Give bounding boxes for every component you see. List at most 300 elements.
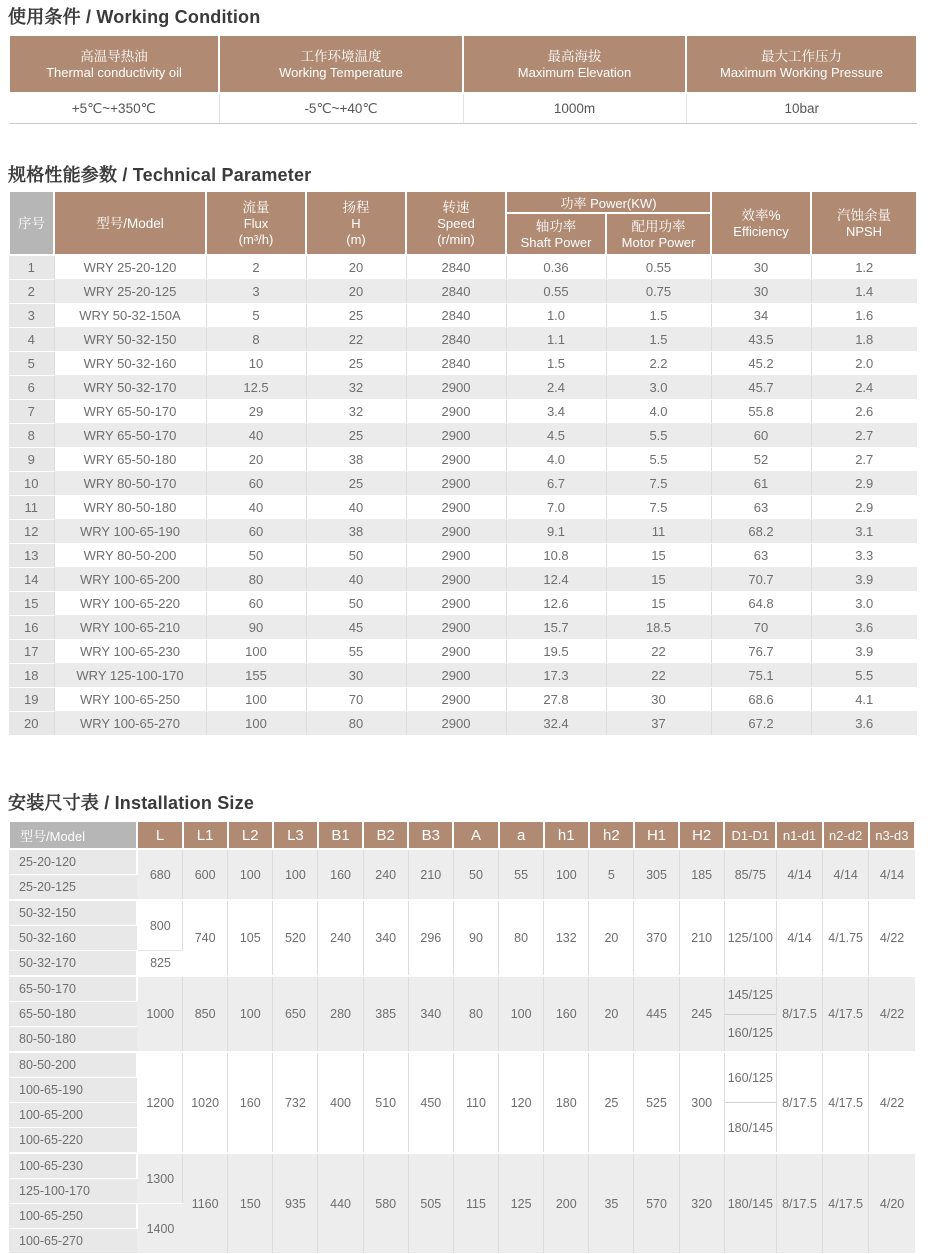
table-cell: 27.8 [506, 688, 606, 712]
table-cell: 25 [306, 304, 406, 328]
table-cell: 3.0 [606, 376, 711, 400]
table-cell: 3.9 [811, 568, 917, 592]
table-cell: 15 [606, 544, 711, 568]
table-cell: 13 [9, 544, 54, 568]
table-cell: WRY 65-50-180 [54, 448, 206, 472]
working-condition-table [8, 34, 918, 124]
table-cell: 19 [9, 688, 54, 712]
table-cell: 20 [306, 280, 406, 304]
model-cell: 50-32-150 [9, 900, 137, 926]
table-cell: 2.7 [811, 424, 917, 448]
table-cell: 2900 [406, 616, 506, 640]
table-cell: 4 [9, 328, 54, 352]
value-thermal-oil: +5℃~+350℃ [9, 93, 219, 124]
table-cell: 8/17.5 [776, 1153, 822, 1254]
installation-table-body [9, 849, 915, 1254]
table-cell: 68.6 [711, 688, 811, 712]
table-cell: 3.0 [811, 592, 917, 616]
table-cell: 40 [206, 424, 306, 448]
table-cell: WRY 50-32-160 [54, 352, 206, 376]
model-cell: 100-65-190 [9, 1078, 137, 1103]
table-cell: 440 [318, 1153, 363, 1254]
table-cell: 100 [228, 849, 273, 900]
table-cell: 4.1 [811, 688, 917, 712]
table-cell: 15 [606, 592, 711, 616]
table-cell: 2900 [406, 496, 506, 520]
table-row [9, 255, 917, 280]
table-cell: WRY 100-65-220 [54, 592, 206, 616]
table-cell: 11 [606, 520, 711, 544]
table-row [9, 592, 917, 616]
table-cell: 732 [273, 1052, 318, 1153]
table-row [9, 1052, 915, 1078]
table-cell: 32 [306, 376, 406, 400]
value-maximum-working-pressure: 10bar [686, 93, 917, 124]
table-cell: WRY 80-50-180 [54, 496, 206, 520]
table-cell: 525 [634, 1052, 679, 1153]
table-cell: 70.7 [711, 568, 811, 592]
table-cell: 1400 [137, 1204, 182, 1254]
header-head: 扬程 H (m) [306, 191, 406, 255]
model-cell: 65-50-170 [9, 976, 137, 1002]
working-condition-title: 使用条件 / Working Condition [8, 7, 261, 27]
table-cell: 4/14 [776, 849, 822, 900]
table-cell: 76.7 [711, 640, 811, 664]
technical-header-row-1 [9, 191, 917, 213]
table-cell: 37 [606, 712, 711, 736]
table-row [9, 568, 917, 592]
table-cell: WRY 100-65-250 [54, 688, 206, 712]
table-cell: 4/22 [869, 976, 915, 1052]
table-cell: 30 [306, 664, 406, 688]
table-cell: 29 [206, 400, 306, 424]
table-cell: 4/20 [869, 1153, 915, 1254]
header-A: A [453, 821, 498, 849]
table-cell: 570 [634, 1153, 679, 1254]
table-cell: 63 [711, 544, 811, 568]
table-cell: 160 [318, 849, 363, 900]
header-maximum-elevation: 最高海拔 Maximum Elevation [463, 35, 686, 93]
table-cell: 38 [306, 520, 406, 544]
table-cell: 8/17.5 [776, 976, 822, 1052]
table-cell: 50 [453, 849, 498, 900]
table-cell: 67.2 [711, 712, 811, 736]
table-cell: 1.5 [606, 328, 711, 352]
table-cell: 2840 [406, 255, 506, 280]
table-row [9, 496, 917, 520]
table-cell: 8 [9, 424, 54, 448]
table-row [9, 328, 917, 352]
table-cell: 3.4 [506, 400, 606, 424]
table-cell: 25 [306, 424, 406, 448]
table-cell: 180 [544, 1052, 589, 1153]
table-cell: 80 [499, 900, 544, 976]
table-cell: 14 [9, 568, 54, 592]
table-cell: 8 [206, 328, 306, 352]
table-row [9, 688, 917, 712]
table-row [9, 616, 917, 640]
working-condition-value-row [9, 93, 917, 124]
table-cell: 180/145 [724, 1153, 776, 1254]
table-cell: 11 [9, 496, 54, 520]
table-cell: 38 [306, 448, 406, 472]
header-n3-d3: n3-d3 [869, 821, 915, 849]
table-cell: 9 [9, 448, 54, 472]
table-cell: 0.55 [506, 280, 606, 304]
table-cell: 7.5 [606, 472, 711, 496]
table-row [9, 976, 915, 1002]
table-cell: 100 [499, 976, 544, 1052]
table-cell: 2900 [406, 376, 506, 400]
table-cell: 510 [363, 1052, 408, 1153]
table-cell: 5.5 [606, 448, 711, 472]
model-cell: 125-100-170 [9, 1179, 137, 1204]
table-cell: 2.9 [811, 496, 917, 520]
table-cell: 2900 [406, 448, 506, 472]
table-row [9, 664, 917, 688]
table-cell: 110 [453, 1052, 498, 1153]
header-L1: L1 [183, 821, 228, 849]
table-cell: WRY 65-50-170 [54, 424, 206, 448]
table-cell: 12.5 [206, 376, 306, 400]
table-cell: 1000 [137, 976, 182, 1052]
model-cell: 100-65-220 [9, 1128, 137, 1154]
table-cell: 2 [206, 255, 306, 280]
header-power-group: 功率 Power(KW) [506, 191, 711, 213]
table-cell: 2900 [406, 712, 506, 736]
table-cell: 45.2 [711, 352, 811, 376]
table-cell: 45 [306, 616, 406, 640]
table-cell: 2840 [406, 304, 506, 328]
table-cell: 1.8 [811, 328, 917, 352]
table-cell: 30 [711, 255, 811, 280]
table-cell: 34 [711, 304, 811, 328]
table-row [9, 849, 915, 875]
table-cell: 1160 [183, 1153, 228, 1254]
table-cell [724, 976, 776, 1052]
table-cell: 0.55 [606, 255, 711, 280]
header-D1-D1: D1-D1 [724, 821, 776, 849]
table-cell: 2900 [406, 664, 506, 688]
installation-size-title: 安装尺寸表 / Installation Size [8, 793, 255, 813]
table-cell: 12 [9, 520, 54, 544]
header-thermal-oil: 高温导热油 Thermal conductivity oil [9, 35, 219, 93]
table-cell: 25 [306, 352, 406, 376]
table-cell: WRY 25-20-125 [54, 280, 206, 304]
technical-parameter-title: 规格性能参数 / Technical Parameter [8, 165, 312, 185]
table-cell: 200 [544, 1153, 589, 1254]
table-row [9, 424, 917, 448]
table-cell: 2900 [406, 592, 506, 616]
table-cell: 105 [228, 900, 273, 976]
table-cell: 70 [711, 616, 811, 640]
working-condition-header-row [9, 35, 917, 93]
installation-header-row [9, 821, 915, 849]
table-cell: 9.1 [506, 520, 606, 544]
table-cell: 0.75 [606, 280, 711, 304]
table-cell: WRY 50-32-150A [54, 304, 206, 328]
table-cell: WRY 50-32-170 [54, 376, 206, 400]
table-row [9, 712, 917, 736]
table-cell: 320 [679, 1153, 724, 1254]
table-cell: 520 [273, 900, 318, 976]
technical-table-body [9, 255, 917, 736]
table-cell: 32.4 [506, 712, 606, 736]
table-cell: 60 [711, 424, 811, 448]
table-cell: 10.8 [506, 544, 606, 568]
table-cell: WRY 25-20-120 [54, 255, 206, 280]
table-row [9, 280, 917, 304]
table-cell: 1 [9, 255, 54, 280]
table-cell: 1.5 [606, 304, 711, 328]
table-cell: WRY 100-65-200 [54, 568, 206, 592]
table-cell: 64.8 [711, 592, 811, 616]
table-cell: 2.4 [811, 376, 917, 400]
table-cell: 1.2 [811, 255, 917, 280]
table-cell: 1200 [137, 1052, 182, 1153]
table-cell: 4.0 [506, 448, 606, 472]
table-cell: 68.2 [711, 520, 811, 544]
table-cell: 80 [306, 712, 406, 736]
header-B2: B2 [363, 821, 408, 849]
table-cell: 150 [228, 1153, 273, 1254]
header-n1-d1: n1-d1 [776, 821, 822, 849]
table-cell: 2 [9, 280, 54, 304]
header-H2: H2 [679, 821, 724, 849]
table-cell: 280 [318, 976, 363, 1052]
table-cell: 120 [499, 1052, 544, 1153]
table-cell: 45.7 [711, 376, 811, 400]
table-cell: 4/17.5 [823, 1052, 869, 1153]
table-cell: 115 [453, 1153, 498, 1254]
table-cell: 52 [711, 448, 811, 472]
table-cell: 155 [206, 664, 306, 688]
value-working-temperature: -5℃~+40℃ [219, 93, 463, 124]
table-cell: 5 [9, 352, 54, 376]
table-cell: 210 [679, 900, 724, 976]
table-cell: 445 [634, 976, 679, 1052]
table-cell: 7.0 [506, 496, 606, 520]
table-cell: 650 [273, 976, 318, 1052]
table-cell: 2840 [406, 280, 506, 304]
table-cell: 100 [206, 712, 306, 736]
table-cell: 17.3 [506, 664, 606, 688]
table-cell: 2.7 [811, 448, 917, 472]
table-cell: 100 [206, 688, 306, 712]
table-cell: 80 [206, 568, 306, 592]
table-cell: 2900 [406, 400, 506, 424]
table-cell: 1.6 [811, 304, 917, 328]
table-cell: 100 [206, 640, 306, 664]
header-speed: 转速 Speed (r/min) [406, 191, 506, 255]
table-cell: 18.5 [606, 616, 711, 640]
table-row [9, 544, 917, 568]
split-value: 160/125 [727, 1070, 773, 1085]
table-cell: 850 [183, 976, 228, 1052]
table-cell: 7.5 [606, 496, 711, 520]
table-cell: 55.8 [711, 400, 811, 424]
table-cell: 60 [206, 472, 306, 496]
table-cell: 7 [9, 400, 54, 424]
table-cell: 340 [363, 900, 408, 976]
table-cell: WRY 80-50-170 [54, 472, 206, 496]
table-cell [724, 1052, 776, 1153]
table-cell: 340 [408, 976, 453, 1052]
table-row [9, 640, 917, 664]
table-cell: 400 [318, 1052, 363, 1153]
table-cell: 296 [408, 900, 453, 976]
split-value: 180/145 [725, 1102, 776, 1152]
table-cell: 2840 [406, 352, 506, 376]
table-cell: 10 [206, 352, 306, 376]
table-cell: 2.4 [506, 376, 606, 400]
table-cell: 22 [606, 664, 711, 688]
table-cell: 18 [9, 664, 54, 688]
table-row [9, 400, 917, 424]
table-cell: 3.1 [811, 520, 917, 544]
table-cell: WRY 65-50-170 [54, 400, 206, 424]
table-cell: 20 [206, 448, 306, 472]
table-cell: 210 [408, 849, 453, 900]
table-cell: 63 [711, 496, 811, 520]
table-cell: 132 [544, 900, 589, 976]
table-cell: 935 [273, 1153, 318, 1254]
table-cell: 680 [137, 849, 182, 900]
table-cell: 15 [9, 592, 54, 616]
table-cell: 2900 [406, 640, 506, 664]
model-cell: 100-65-270 [9, 1229, 137, 1254]
table-row [9, 352, 917, 376]
table-cell: 10 [9, 472, 54, 496]
header-motor-power: 配用功率 Motor Power [606, 213, 711, 255]
table-cell: 80 [453, 976, 498, 1052]
header-L2: L2 [228, 821, 273, 849]
header-B1: B1 [318, 821, 363, 849]
table-cell: 185 [679, 849, 724, 900]
model-cell: 80-50-180 [9, 1027, 137, 1053]
header-h1: h1 [544, 821, 589, 849]
table-cell: 70 [306, 688, 406, 712]
table-cell: 25 [589, 1052, 634, 1153]
table-cell: 55 [306, 640, 406, 664]
table-cell: 740 [183, 900, 228, 976]
table-cell: 30 [711, 280, 811, 304]
table-cell: 43.5 [711, 328, 811, 352]
table-cell: 0.36 [506, 255, 606, 280]
table-cell: 6.7 [506, 472, 606, 496]
table-cell: 60 [206, 520, 306, 544]
table-cell: 600 [183, 849, 228, 900]
table-cell: 2900 [406, 424, 506, 448]
header-L3: L3 [273, 821, 318, 849]
table-cell: 3 [206, 280, 306, 304]
table-cell: 85/75 [724, 849, 776, 900]
table-cell: 160 [544, 976, 589, 1052]
model-cell: 50-32-160 [9, 926, 137, 951]
table-cell: 4/14 [869, 849, 915, 900]
table-cell: 4/17.5 [823, 976, 869, 1052]
table-cell: 30 [606, 688, 711, 712]
table-cell: 800 [137, 900, 182, 951]
table-cell: 125 [499, 1153, 544, 1254]
table-cell: 4/17.5 [823, 1153, 869, 1254]
header-npsh: 汽蚀余量 NPSH [811, 191, 917, 255]
header-maximum-working-pressure: 最大工作压力 Maximum Working Pressure [686, 35, 917, 93]
table-cell: 4.5 [506, 424, 606, 448]
table-cell: 4/14 [823, 849, 869, 900]
table-cell: 5.5 [811, 664, 917, 688]
header-B3: B3 [408, 821, 453, 849]
table-row [9, 448, 917, 472]
table-cell: 2900 [406, 520, 506, 544]
table-cell: WRY 100-65-270 [54, 712, 206, 736]
table-row [9, 376, 917, 400]
table-cell: WRY 80-50-200 [54, 544, 206, 568]
table-cell: 55 [499, 849, 544, 900]
table-cell: 1020 [183, 1052, 228, 1153]
table-cell: 370 [634, 900, 679, 976]
header-no: 序号 [9, 191, 54, 255]
table-cell: 32 [306, 400, 406, 424]
table-cell: 20 [589, 900, 634, 976]
table-cell: 20 [306, 255, 406, 280]
table-cell: 35 [589, 1153, 634, 1254]
table-row [9, 472, 917, 496]
model-cell: 65-50-180 [9, 1002, 137, 1027]
table-cell: 20 [589, 976, 634, 1052]
table-cell: 125/100 [724, 900, 776, 976]
table-cell: 90 [453, 900, 498, 976]
table-cell: 2.9 [811, 472, 917, 496]
table-cell: 22 [306, 328, 406, 352]
table-cell: 61 [711, 472, 811, 496]
table-cell: 1.0 [506, 304, 606, 328]
table-cell: WRY 100-65-190 [54, 520, 206, 544]
split-value: 145/125 [727, 988, 773, 1003]
table-cell: 450 [408, 1052, 453, 1153]
table-row [9, 520, 917, 544]
table-cell: WRY 50-32-150 [54, 328, 206, 352]
table-cell: 3.6 [811, 712, 917, 736]
table-cell: 40 [306, 496, 406, 520]
table-cell: 2900 [406, 688, 506, 712]
model-cell: 100-65-200 [9, 1103, 137, 1128]
table-cell: 3 [9, 304, 54, 328]
header-install-model: 型号/Model [9, 821, 137, 849]
header-shaft-power: 轴功率 Shaft Power [506, 213, 606, 255]
table-cell: 15 [606, 568, 711, 592]
table-cell: 2900 [406, 544, 506, 568]
table-cell: 4/1.75 [823, 900, 869, 976]
table-cell: 2840 [406, 328, 506, 352]
table-cell: 50 [206, 544, 306, 568]
technical-parameter-table [8, 190, 918, 736]
table-cell: 240 [363, 849, 408, 900]
table-cell: 20 [9, 712, 54, 736]
header-h2: h2 [589, 821, 634, 849]
table-cell: 8/17.5 [776, 1052, 822, 1153]
model-cell: 80-50-200 [9, 1052, 137, 1078]
header-a: a [499, 821, 544, 849]
table-cell: 4.0 [606, 400, 711, 424]
table-cell: 245 [679, 976, 724, 1052]
header-flux: 流量 Flux (m³/h) [206, 191, 306, 255]
table-cell: 580 [363, 1153, 408, 1254]
header-efficiency: 效率% Efficiency [711, 191, 811, 255]
table-cell: WRY 100-65-230 [54, 640, 206, 664]
table-cell: 2.6 [811, 400, 917, 424]
table-cell: 3.6 [811, 616, 917, 640]
